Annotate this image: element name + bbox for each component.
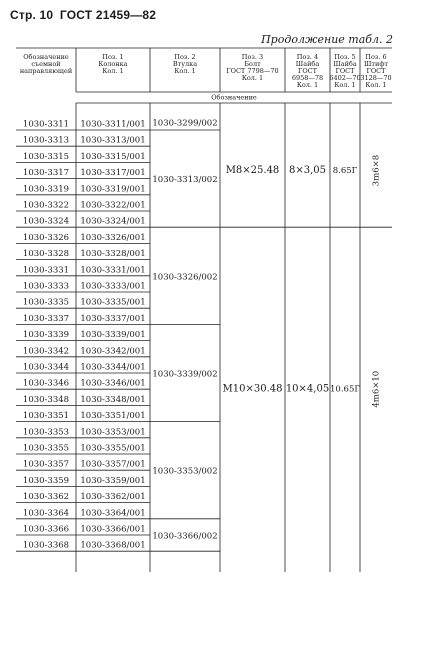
bushing-cell: 1030-3353/002 <box>152 466 218 477</box>
designation-cell: 1030-3328 <box>22 249 70 260</box>
column-cell: 1030-3339/001 <box>80 330 146 341</box>
table-text <box>20 53 392 551</box>
designation-cell: 1030-3337 <box>22 313 70 324</box>
designation-cell: 1030-3311 <box>22 119 70 130</box>
column-header-line: ГОСТ <box>298 67 317 75</box>
column-header-line: Болт <box>244 60 261 68</box>
column-cell: 1030-3313/001 <box>80 135 146 146</box>
column-header-line: Кол. 1 <box>296 81 319 89</box>
designation-cell: 1030-3348 <box>22 394 70 405</box>
designation-cell: 1030-3313 <box>22 135 70 146</box>
column-cell: 1030-3315/001 <box>80 151 146 162</box>
column-cell: 1030-3326/001 <box>80 232 146 243</box>
column-cell: 1030-3317/001 <box>80 168 146 179</box>
column-cell: 1030-3346/001 <box>80 378 146 389</box>
column-cell: 1030-3359/001 <box>80 475 146 486</box>
column-cell: 1030-3335/001 <box>80 297 146 308</box>
column-header-line: ГОСТ <box>366 67 386 75</box>
column-header-line: Поз. 1 <box>102 53 124 61</box>
column-header-line: Кол. 1 <box>102 67 124 75</box>
washer-cell: 8×3,05 <box>288 165 327 176</box>
designation-cell: 1030-3322 <box>22 200 70 211</box>
column-header-line: Обозначение <box>23 53 69 61</box>
column-cell: 1030-3348/001 <box>80 394 146 405</box>
column-cell: 1030-3333/001 <box>80 281 146 292</box>
column-cell: 1030-3357/001 <box>80 459 146 470</box>
column-header-line: 3128—70 <box>360 74 392 82</box>
column-header-line: Колонка <box>98 60 128 68</box>
designation-cell: 1030-3319 <box>22 184 70 195</box>
designation-cell: 1030-3333 <box>22 281 70 292</box>
designation-cell: 1030-3366 <box>22 524 70 535</box>
continuation-caption: Продолжение табл. 2 <box>261 33 393 46</box>
column-cell: 1030-3322/001 <box>80 200 146 211</box>
column-cell: 1030-3362/001 <box>80 492 146 503</box>
designation-header: Обозначение <box>211 93 257 102</box>
designation-cell: 1030-3355 <box>22 443 70 454</box>
column-header-line: Втулка <box>172 60 198 68</box>
standard-number: ГОСТ 21459—82 <box>59 8 157 22</box>
column-header-line: Поз. 2 <box>174 53 196 61</box>
designation-cell: 1030-3362 <box>22 492 70 503</box>
column-header-line: направляющей <box>19 67 73 75</box>
bushing-cell: 1030-3339/002 <box>152 369 218 380</box>
column-cell: 1030-3353/001 <box>80 427 146 438</box>
designation-cell: 1030-3344 <box>22 362 70 373</box>
column-cell: 1030-3311/001 <box>80 119 146 130</box>
spring-washer-cell: 8.65Г <box>332 166 358 176</box>
column-header-line: Шайба <box>333 60 357 68</box>
column-header-line: Поз. 3 <box>241 53 264 61</box>
column-header-line: Кол. 1 <box>174 67 196 75</box>
designation-cell: 1030-3364 <box>22 508 70 519</box>
bushing-cell: 1030-3313/002 <box>152 175 218 186</box>
column-header-line: съемной <box>31 60 61 68</box>
designation-cell: 1030-3324 <box>22 216 70 227</box>
column-header-line: Поз. 4 <box>296 53 319 61</box>
column-cell: 1030-3351/001 <box>80 411 146 422</box>
column-cell: 1030-3342/001 <box>80 346 146 357</box>
column-cell: 1030-3319/001 <box>80 184 146 195</box>
column-header-line: Кол. 1 <box>241 74 264 82</box>
designation-cell: 1030-3346 <box>22 378 70 389</box>
column-header-line: Кол. 1 <box>365 81 387 89</box>
column-cell: 1030-3366/001 <box>80 524 146 535</box>
designation-cell: 1030-3368 <box>22 540 70 551</box>
column-cell: 1030-3344/001 <box>80 362 146 373</box>
pin-cell: 4m6×10 <box>371 370 382 408</box>
column-cell: 1030-3364/001 <box>80 508 146 519</box>
column-cell: 1030-3337/001 <box>80 313 146 324</box>
page-label: Стр. 10 <box>10 8 54 22</box>
washer-cell: 10×4,05 <box>285 383 330 395</box>
designation-cell: 1030-3326 <box>22 232 70 243</box>
column-cell: 1030-3331/001 <box>80 265 146 276</box>
column-header-line: 6402—70 <box>329 74 361 82</box>
designation-cell: 1030-3359 <box>22 475 70 486</box>
spring-washer-cell: 10.65Г <box>330 384 360 395</box>
column-header-line: Поз. 5 <box>334 53 356 61</box>
designation-cell: 1030-3339 <box>22 330 70 341</box>
bolt-cell: M10×30.48 <box>222 383 283 395</box>
bushing-cell: 1030-3326/002 <box>152 272 218 283</box>
designation-cell: 1030-3342 <box>22 346 70 357</box>
bolt-cell: M8×25.48 <box>225 165 280 176</box>
column-header-line: Поз. 6 <box>365 53 387 61</box>
column-cell: 1030-3355/001 <box>80 443 146 454</box>
column-cell: 1030-3368/001 <box>80 540 146 551</box>
column-header-line: Штифт <box>363 60 389 68</box>
designation-cell: 1030-3331 <box>22 265 70 276</box>
column-header-line: 6958—78 <box>291 74 324 82</box>
pin-cell: 3m6×8 <box>371 154 382 187</box>
column-header-line: ГОСТ <box>335 67 355 75</box>
bushing-cell: 1030-3299/002 <box>152 118 218 129</box>
column-cell: 1030-3328/001 <box>80 249 146 260</box>
column-cell: 1030-3324/001 <box>80 216 146 227</box>
designation-cell: 1030-3357 <box>22 459 70 470</box>
column-header-line: ГОСТ 7798—70 <box>226 67 279 75</box>
column-header-line: Кол. 1 <box>334 81 356 89</box>
designation-cell: 1030-3351 <box>22 411 70 422</box>
designation-cell: 1030-3315 <box>22 151 70 162</box>
designation-cell: 1030-3335 <box>22 297 70 308</box>
bushing-cell: 1030-3366/002 <box>152 531 218 542</box>
designation-cell: 1030-3353 <box>22 427 70 438</box>
column-header-line: Шайба <box>295 60 320 68</box>
designation-cell: 1030-3317 <box>22 168 70 179</box>
